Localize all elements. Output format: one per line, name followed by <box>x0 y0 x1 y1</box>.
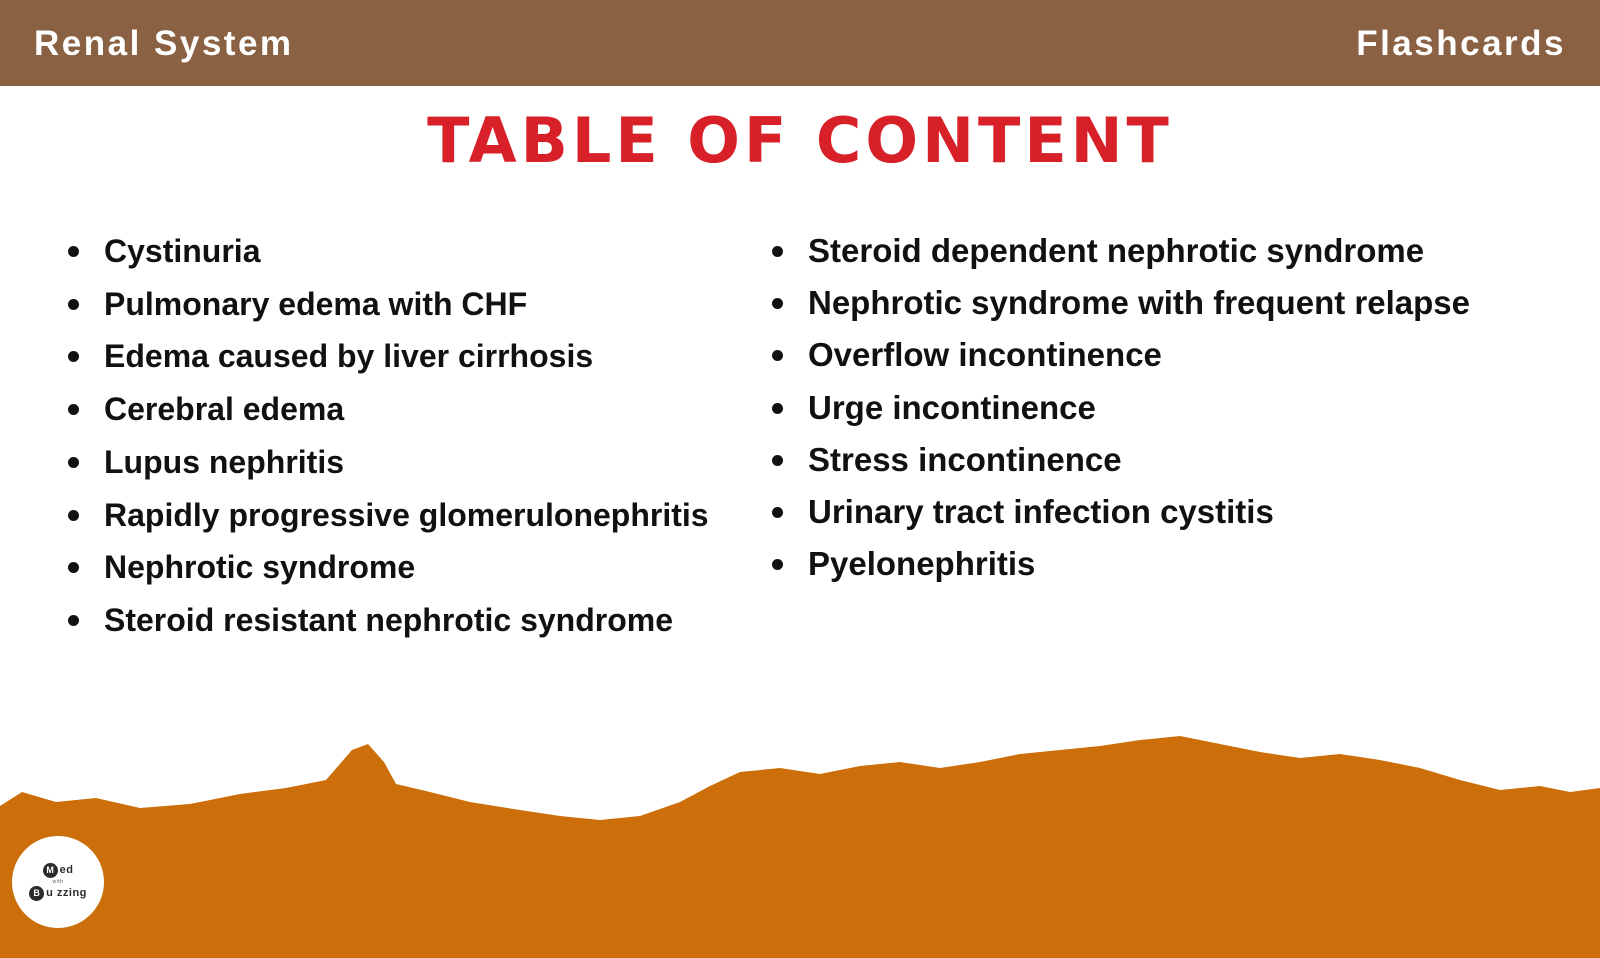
list-item: Steroid resistant nephrotic syndrome <box>56 597 760 644</box>
toc-right-column <box>760 228 1600 593</box>
list-item: Steroid dependent nephrotic syndrome <box>760 228 1600 274</box>
list-item: Nephrotic syndrome with frequent relapse <box>760 280 1600 326</box>
header-bar <box>0 0 1600 86</box>
brand-logo <box>12 836 104 928</box>
list-item: Cystinuria <box>56 228 760 275</box>
logo-line-top <box>43 863 74 878</box>
header-category-label: Flashcards <box>1356 23 1566 63</box>
logo-mark-m-icon: M <box>43 863 58 878</box>
list-item: Urinary tract infection cystitis <box>760 489 1600 535</box>
toc-right-list <box>760 228 1600 587</box>
list-item: Nephrotic syndrome <box>56 544 760 591</box>
list-item: Overflow incontinence <box>760 332 1600 378</box>
logo-word-bottom: u zzing <box>46 887 87 899</box>
list-item: Lupus nephritis <box>56 439 760 486</box>
list-item: Urge incontinence <box>760 385 1600 431</box>
toc-left-column <box>0 228 760 650</box>
header-title: Renal System <box>34 23 294 63</box>
toc-left-list <box>56 228 760 644</box>
terrain-decoration <box>0 728 1600 958</box>
list-item: Stress incontinence <box>760 437 1600 483</box>
logo-word-top: ed <box>59 864 74 876</box>
logo-word-sub: with <box>52 879 64 885</box>
logo-line-bottom <box>29 886 87 901</box>
page-title: TABLE OF CONTENT <box>427 104 1173 177</box>
list-item: Rapidly progressive glomerulonephritis <box>56 492 760 539</box>
logo-mark-b-icon: B <box>29 886 44 901</box>
list-item: Edema caused by liver cirrhosis <box>56 333 760 380</box>
list-item: Cerebral edema <box>56 386 760 433</box>
list-item: Pyelonephritis <box>760 541 1600 587</box>
table-of-content <box>0 228 1600 650</box>
list-item: Pulmonary edema with CHF <box>56 281 760 328</box>
